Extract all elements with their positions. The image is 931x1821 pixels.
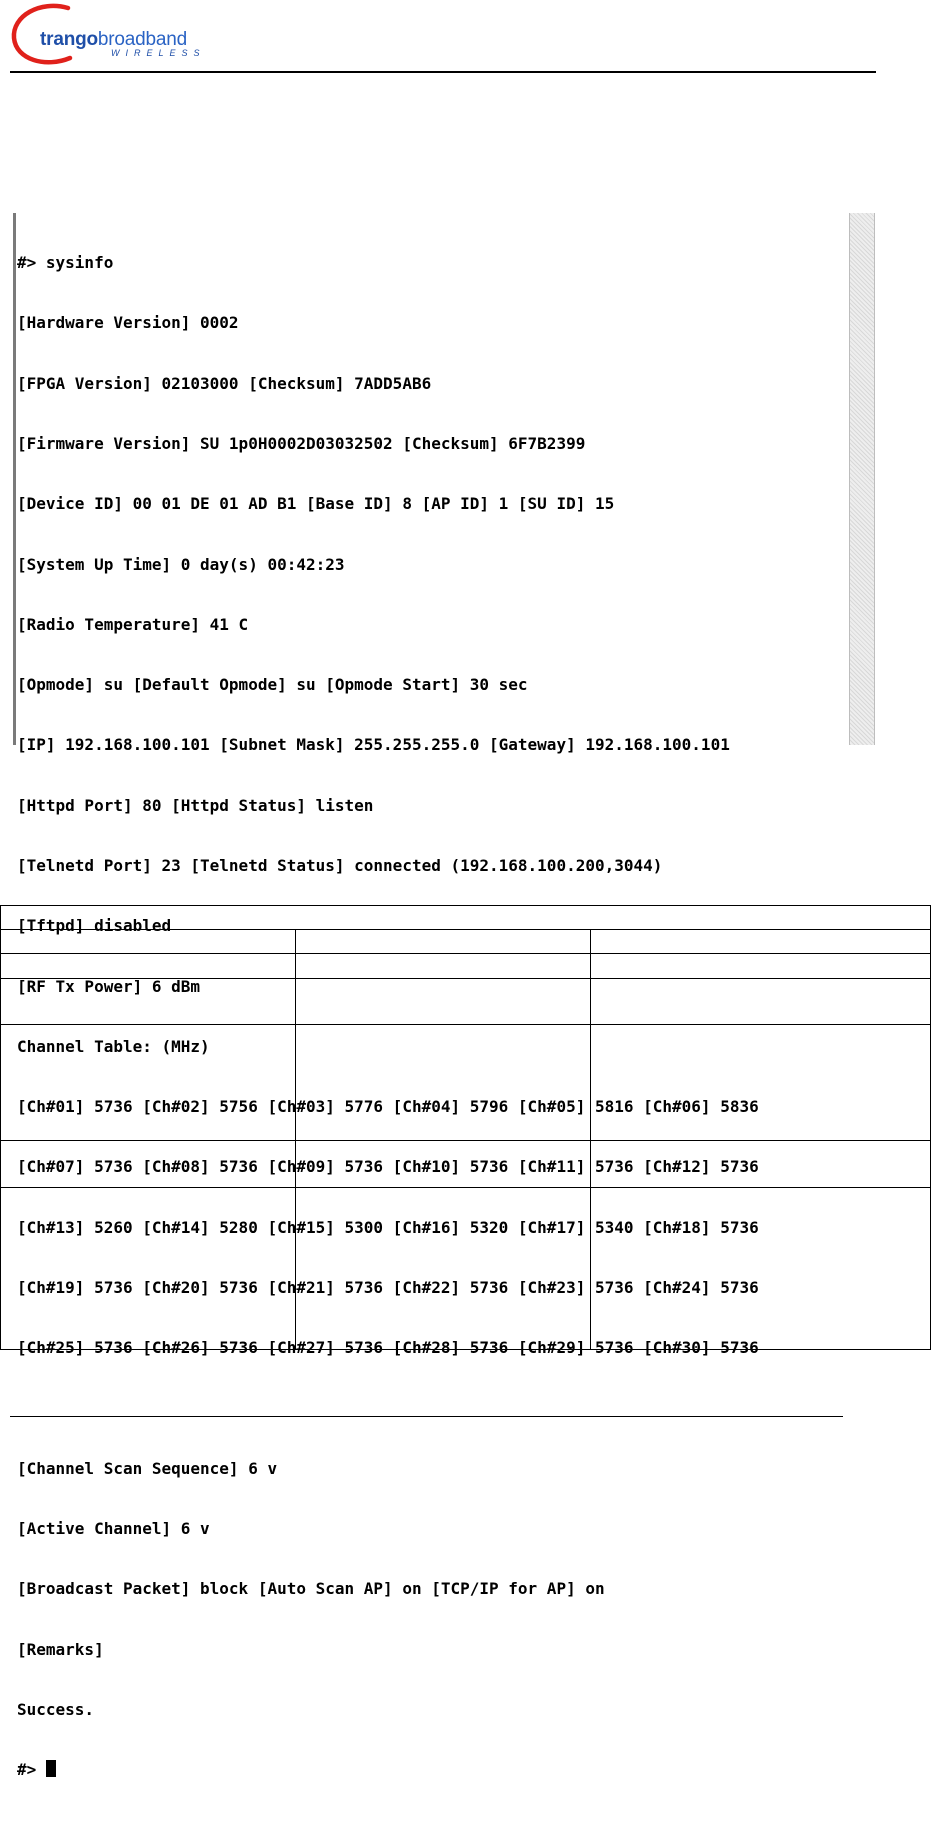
table-cell <box>1 954 296 979</box>
table-row <box>1 1188 931 1350</box>
terminal-line: [Ch#13] 5260 [Ch#14] 5280 [Ch#15] 5300 [Ch#16] 5320 [Ch#17] 5340 [Ch#18] 5736 <box>17 1217 759 1237</box>
terminal-line: [Hardware Version] 0002 <box>17 313 239 333</box>
terminal-line: Success. <box>17 1699 95 1719</box>
terminal-line: [Active Channel] 6 v <box>17 1519 210 1539</box>
terminal-line: [Device ID] 00 01 DE 01 AD B1 [Base ID] 8 [AP ID] 1 [SU ID] 15 <box>17 494 615 514</box>
table-header-row <box>1 930 931 954</box>
table-cell <box>591 954 931 979</box>
logo-word-trango: trango <box>40 29 98 50</box>
terminal-line: [System Up Time] 0 day(s) 00:42:23 <box>17 554 345 574</box>
table-cell <box>1 1188 296 1350</box>
table-cell <box>591 979 931 1025</box>
terminal-line: [Radio Temperature] 41 C <box>17 614 249 634</box>
table-cell <box>1 930 296 954</box>
terminal-line: #> sysinfo <box>17 253 114 273</box>
table-row <box>1 1025 931 1141</box>
terminal-prompt-line[interactable] <box>17 1760 759 1780</box>
terminal-line: [Httpd Port] 80 [Httpd Status] listen <box>17 795 374 815</box>
logo-wordmark <box>40 30 187 49</box>
table-cell <box>591 1188 931 1350</box>
table-cell <box>1 1141 296 1188</box>
table-cell <box>296 1025 591 1141</box>
table-cell <box>296 1141 591 1188</box>
table-cell <box>296 1188 591 1350</box>
terminal-line: [Firmware Version] SU 1p0H0002D03032502 [Checksum] 6F7B2399 <box>17 434 586 454</box>
table-cell <box>591 1025 931 1141</box>
terminal-line: [Tftpd] disabled <box>17 916 172 936</box>
table-title-row <box>1 906 931 930</box>
terminal-cursor <box>46 1760 56 1777</box>
terminal-line: [Ch#07] 5736 [Ch#08] 5736 [Ch#09] 5736 [Ch#10] 5736 [Ch#11] 5736 [Ch#12] 5736 <box>17 1157 759 1177</box>
terminal-line: [Ch#19] 5736 [Ch#20] 5736 [Ch#21] 5736 [Ch#22] 5736 [Ch#23] 5736 [Ch#24] 5736 <box>17 1277 759 1297</box>
table-cell <box>296 930 591 954</box>
terminal-line: [RF Tx Power] 6 dBm <box>17 976 201 996</box>
terminal-line: [Channel Scan Sequence] 6 v <box>17 1458 278 1478</box>
table-cell <box>296 979 591 1025</box>
terminal-line: [FPGA Version] 02103000 [Checksum] 7ADD5AB6 <box>17 373 432 393</box>
table-cell <box>591 930 931 954</box>
terminal-line: [IP] 192.168.100.101 [Subnet Mask] 255.255.255.0 [Gateway] 192.168.100.101 <box>17 735 730 755</box>
terminal-line: [Telnetd Port] 23 [Telnetd Status] connected (192.168.100.200,3044) <box>17 856 663 875</box>
logo-word-broadband: broadband <box>97 29 187 50</box>
table-row <box>1 954 931 979</box>
document-table <box>0 905 931 1350</box>
table-cell <box>296 954 591 979</box>
trango-logo <box>10 2 210 68</box>
header-rule <box>10 71 876 73</box>
terminal-line: [Opmode] su [Default Opmode] su [Opmode Start] 30 sec <box>17 675 528 695</box>
terminal-line: [Broadcast Packet] block [Auto Scan AP] on [TCP/IP for AP] on <box>17 1579 605 1599</box>
table-cell <box>1 1025 296 1141</box>
terminal-line: [Ch#01] 5736 [Ch#02] 5756 [Ch#03] 5776 [Ch#04] 5796 [Ch#05] 5816 [Ch#06] 5836 <box>17 1097 759 1117</box>
table-row <box>1 979 931 1025</box>
table-cell <box>1 906 931 930</box>
terminal-scrollbar[interactable] <box>849 213 875 745</box>
terminal-line: Channel Table: (MHz) <box>17 1036 210 1056</box>
terminal-window[interactable] <box>13 213 875 1780</box>
table-cell <box>1 979 296 1025</box>
table-row <box>1 1141 931 1188</box>
table-cell <box>591 1141 931 1188</box>
terminal-line: [Ch#25] 5736 [Ch#26] 5736 [Ch#27] 5736 [Ch#28] 5736 [Ch#29] 5736 [Ch#30] 5736 <box>17 1338 759 1358</box>
footer-rule <box>10 1416 843 1417</box>
terminal-line: [Remarks] <box>17 1639 104 1659</box>
terminal-prompt: #> <box>17 1760 46 1780</box>
logo-subtitle: WIRELESS <box>111 48 206 58</box>
